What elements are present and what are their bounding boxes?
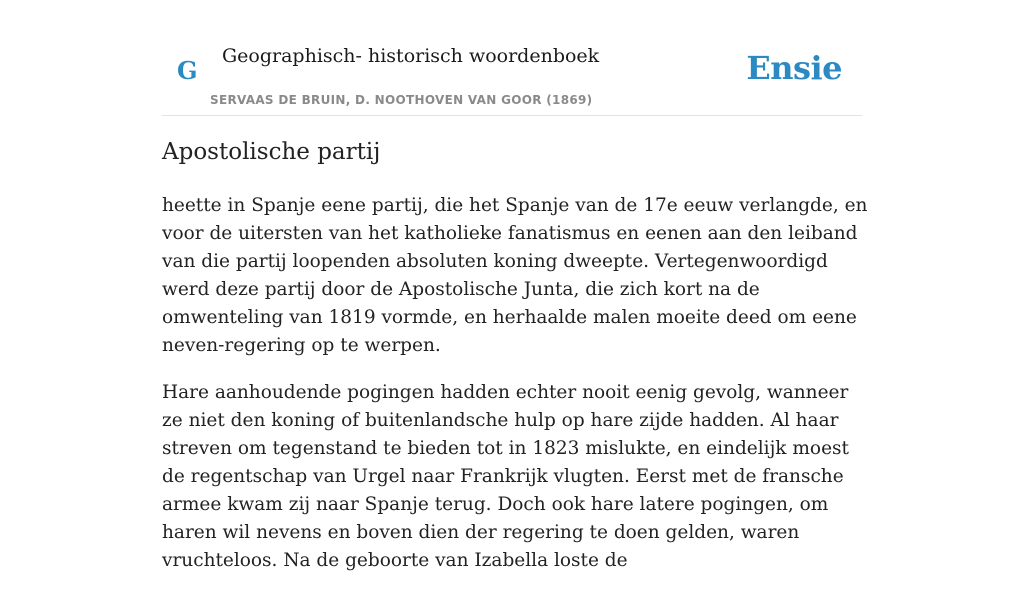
brand-logo[interactable]: Ensie	[746, 49, 842, 87]
book-header	[162, 0, 862, 116]
entry-paragraph: heette in Spanje eene partij, die het Spanje van de 17e eeuw verlangde, en voor de uitersten van het katholieke fanatismus en eenen aan den leiband van die partij loopenden absoluten koning dweepte. Vertegenwoordigd werd deze partij door de Apostolische Junta, die zich kort na de omwenteling van 1819 vormde, en herhaalde malen moeite deed om eene neven-regering op te werpen.	[162, 195, 868, 356]
book-authors: SERVAAS DE BRUIN, D. NOOTHOVEN VAN GOOR (1869)	[210, 93, 593, 107]
entry-body	[162, 192, 872, 594]
article-card	[162, 0, 868, 571]
entry-paragraph: Hare aanhoudende pogingen hadden echter nooit eenig gevolg, wanneer ze niet den koning of buitenlandsche hulp op hare zijde hadden. Al haar streven om tegenstand te bieden tot in 1823 mislukte, en eindelijk moest de regentschap van Urgel naar Frankrijk vlugten. Eerst met de fransche armee kwam zij naar Spanje terug. Doch ook hare latere pogingen, om haren wil nevens en boven dien der regering te doen gelden, waren vruchteloos. Na de geboorte van Izabella loste de	[162, 382, 849, 571]
book-title-link[interactable]: Geographisch- historisch woordenboek	[222, 45, 600, 67]
book-logo-icon[interactable]: G	[177, 56, 198, 85]
entry-title: Apostolische partij	[162, 139, 381, 165]
